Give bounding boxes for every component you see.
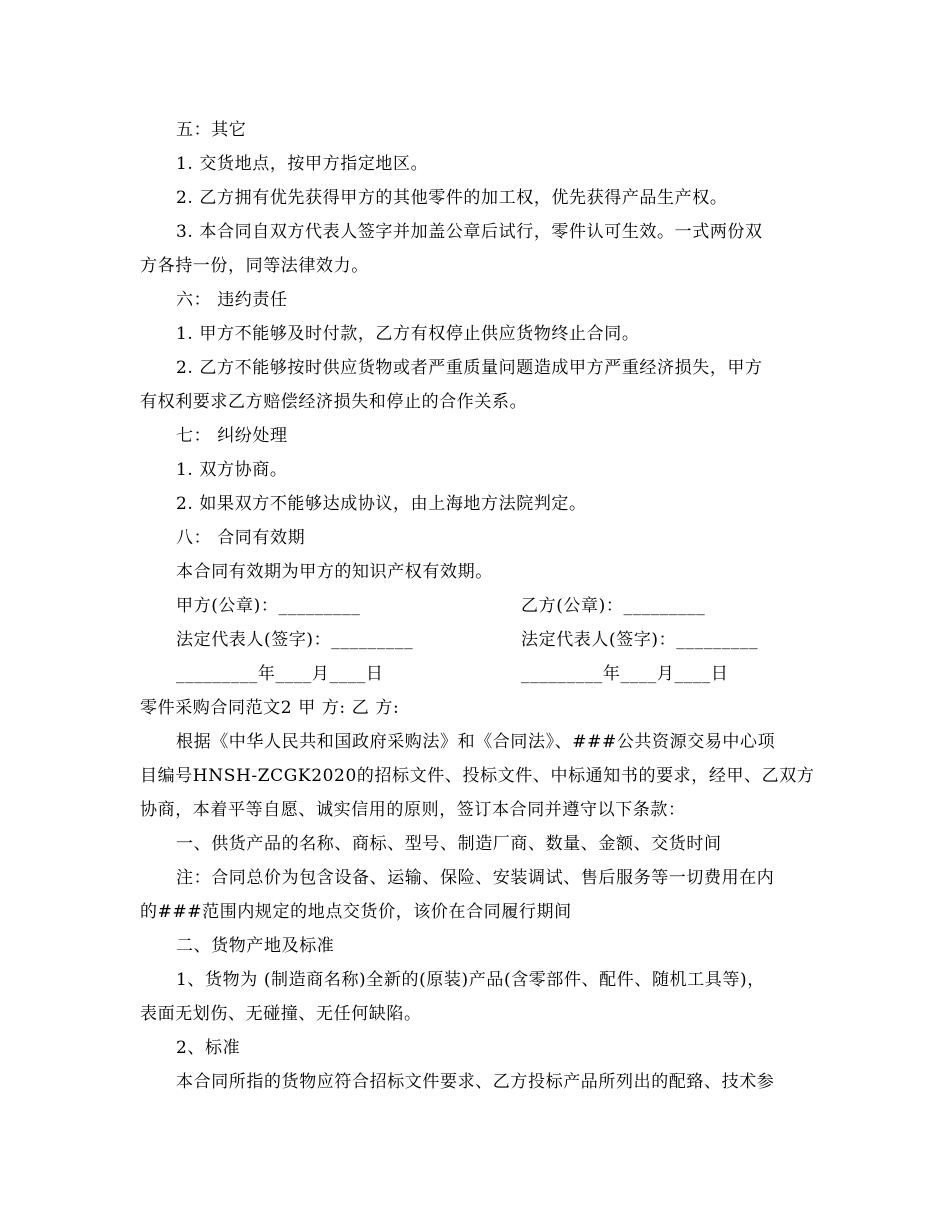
clause-1-title: 一、供货产品的名称、商标、型号、制造厂商、数量、金额、交货时间 [176, 834, 722, 854]
party-b-representative: 法定代表人(签字)：_________ [521, 630, 759, 650]
contract-2-preamble-line-1: 根据《中华人民共和国政府采购法》和《合同法》、###公共资源交易中心项 [176, 732, 776, 752]
section-5-item-1: 1. 交货地点，按甲方指定地区。 [176, 154, 429, 174]
clause-2-item-2-text: 本合同所指的货物应符合招标文件要求、乙方投标产品所列出的配臵、技术参 [176, 1072, 775, 1092]
clause-2-item-1-line-1: 1、货物为 (制造商名称)全新的(原装)产品(含零部件、配件、随机工具等)， [176, 970, 765, 990]
section-5-title: 五：其它 [176, 120, 247, 140]
section-5-item-2: 2. 乙方拥有优先获得甲方的其他零件的加工权，优先获得产品生产权。 [176, 188, 728, 208]
clause-2-item-1-line-2: 表面无划伤、无碰撞、无任何缺陷。 [140, 1004, 422, 1024]
section-6-item-1: 1. 甲方不能够及时付款，乙方有权停止供应货物终止合同。 [176, 324, 640, 344]
section-5-item-3-line-2: 方各持一份，同等法律效力。 [140, 256, 369, 276]
clause-2-item-2-title: 2、标准 [176, 1038, 241, 1058]
party-b-date: _________年____月____日 [521, 664, 729, 684]
section-7-item-2: 2. 如果双方不能够达成协议，由上海地方法院判定。 [176, 494, 587, 514]
party-b-seal: 乙方(公章)：_________ [521, 596, 706, 616]
section-5-item-3-line-1: 3. 本合同自双方代表人签字并加盖公章后试行，零件认可生效。一式两份双 [176, 222, 763, 242]
party-a-date: _________年____月____日 [176, 664, 384, 684]
section-7-item-1: 1. 双方协商。 [176, 460, 288, 480]
section-6-item-2-line-1: 2. 乙方不能够按时供应货物或者严重质量问题造成甲方严重经济损失，甲方 [176, 358, 763, 378]
section-8-text: 本合同有效期为甲方的知识产权有效期。 [176, 562, 493, 582]
contract-2-preamble-line-3: 协商，本着平等自愿、诚实信用的原则，签订本合同并遵守以下条款： [140, 800, 686, 820]
clause-2-title: 二、货物产地及标准 [176, 936, 335, 956]
clause-1-note-line-2: 的###范围内规定的地点交货价，该价在合同履行期间 [140, 902, 572, 922]
clause-1-note-line-1: 注：合同总价为包含设备、运输、保险、安装调试、售后服务等一切费用在内 [176, 868, 775, 888]
party-a-representative: 法定代表人(签字)：_________ [176, 630, 414, 650]
section-6-title: 六： 违约责任 [176, 290, 288, 310]
section-7-title: 七： 纠纷处理 [176, 426, 288, 446]
section-8-title: 八： 合同有效期 [176, 528, 306, 548]
contract-2-preamble-line-2: 目编号HNSH-ZCGK2020的招标文件、投标文件、中标通知书的要求，经甲、乙双方 [140, 766, 815, 786]
contract-2-heading: 零件采购合同范文2 甲 方: 乙 方: [140, 698, 400, 718]
party-a-seal: 甲方(公章)：_________ [176, 596, 361, 616]
section-6-item-2-line-2: 有权利要求乙方赔偿经济损失和停止的合作关系。 [140, 392, 528, 412]
